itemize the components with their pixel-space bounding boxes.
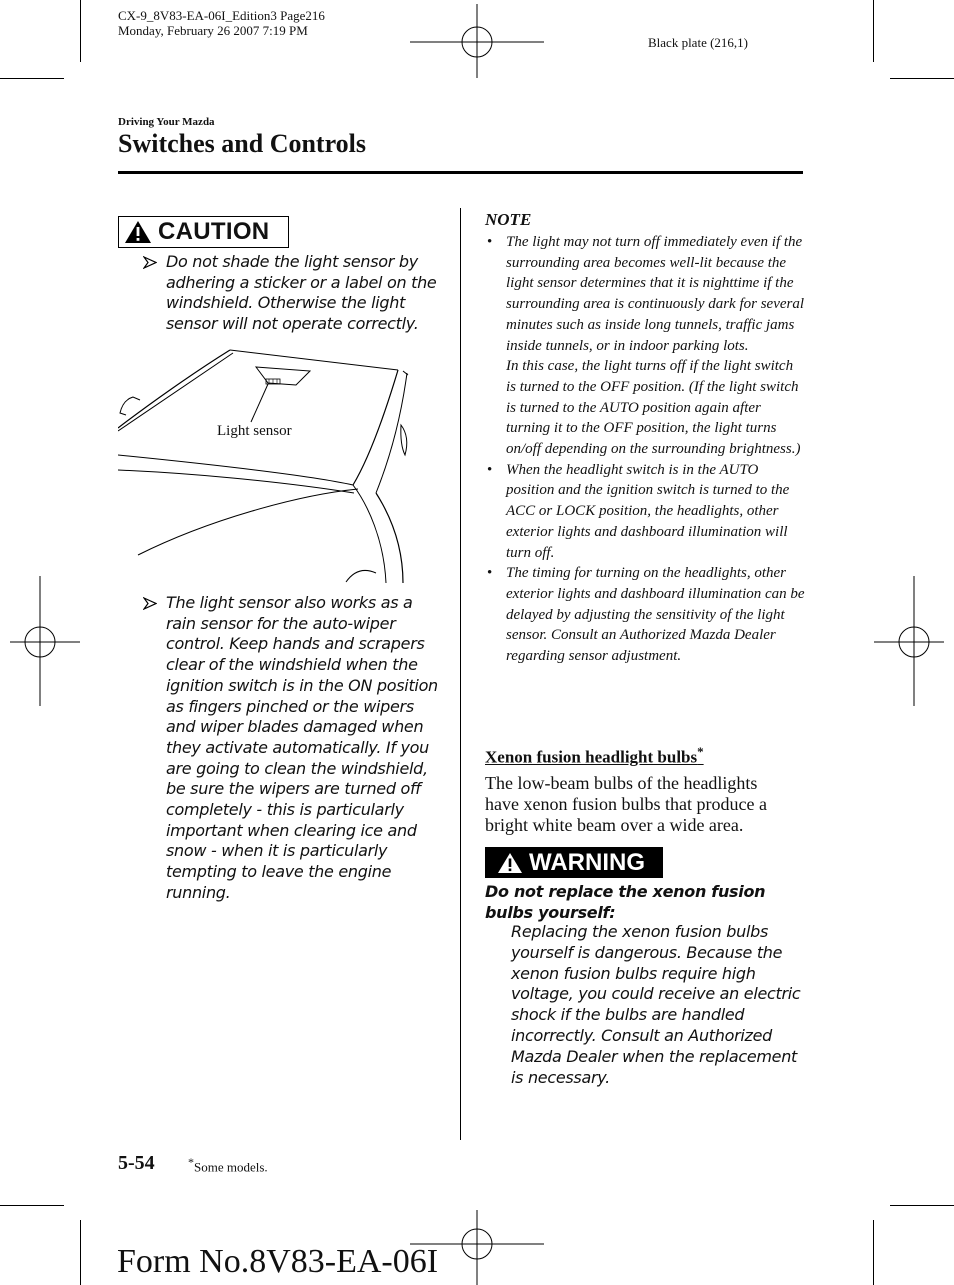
- note-item: [485, 232, 805, 460]
- note-item-text: When the headlight switch is in the AUTO position and the ignition switch is turned to the ACC or LOCK position, the headlights, other exterior lights and dashboard illumination will turn off.: [506, 461, 790, 561]
- warning-label: WARNING: [529, 848, 645, 876]
- xenon-body: The low-beam bulbs of the headlights have xenon fusion bulbs that produce a bright white beam over a wide area.: [485, 773, 767, 835]
- arrow-bullet-icon: [143, 256, 157, 274]
- xenon-heading-text: Xenon fusion headlight bulbs: [485, 747, 698, 767]
- caution-item: [143, 593, 443, 904]
- note-item-text: The light may not turn off immediately even if the surrounding area becomes well-lit because the light sensor determines that it is nighttime if the surrounding area is continuously dark for several minutes such as inside long tunnels, traffic jams inside tunnels, or in indoor parking lots.: [506, 234, 805, 354]
- page-number: 5-54: [118, 1152, 155, 1174]
- arrow-bullet-icon: [143, 597, 157, 615]
- bullet-dot-icon: •: [487, 461, 493, 478]
- note-item-text: In this case, the light turns off if the light switch is turned to the OFF position. (If the light switch is turned to the AUTO position again after turning it to the OFF position, the light turns on/off depending on the surrounding brightness.): [506, 358, 801, 458]
- note-heading: NOTE: [485, 210, 532, 229]
- print-header-line1: CX-9_8V83-EA-06I_Edition3 Page216: [118, 8, 325, 23]
- note-item: [485, 460, 805, 564]
- xenon-heading: [485, 744, 704, 768]
- form-number: Form No.8V83-EA-06I: [117, 1243, 439, 1280]
- note-item: [485, 563, 805, 667]
- registration-target-top: [410, 4, 544, 78]
- light-sensor-callout: Light sensor: [217, 423, 292, 439]
- footnote-mark: *: [188, 1155, 194, 1169]
- note-list: [485, 232, 805, 667]
- warning-bold-line: Do not replace the xenon fusion bulbs yourself:: [485, 882, 766, 922]
- column-divider: [460, 208, 461, 1140]
- footnote-text: Some models.: [194, 1159, 268, 1175]
- warning-triangle-icon: [124, 220, 152, 244]
- plate-label: Black plate (216,1): [648, 35, 748, 50]
- registration-target-right: [874, 576, 954, 706]
- section-label: Driving Your Mazda: [118, 116, 215, 128]
- caution-item-text: The light sensor also works as a rain sensor for the auto-wiper control. Keep hands and scrapers clear of the windshield when the ignition switch is in the ON position as fingers pinched or the wipers and wiper blades damaged when they activate automatically. If you are going to clean the windshield, be sure the wipers are turned off completely - this is particularly important when clearing ice and snow - when it is particularly tempting to leave the engine running.: [166, 593, 438, 902]
- some-models-mark: *: [697, 744, 704, 759]
- print-header-info: [118, 8, 325, 38]
- warning-body: Replacing the xenon fusion bulbs yourself is dangerous. Because the xenon fusion bulbs require high voltage, you could receive an electric shock if the bulbs are handled incorrectly. Consult an Authorized Mazda Dealer when the replacement is necessary.: [511, 922, 801, 1087]
- print-header-line2: Monday, February 26 2007 7:19 PM: [118, 23, 308, 38]
- caution-label-box: [118, 216, 289, 248]
- footnote: [188, 1155, 268, 1175]
- caution-item: [143, 252, 443, 335]
- bullet-dot-icon: •: [487, 234, 493, 250]
- title-rule: [118, 171, 803, 174]
- page-title: Switches and Controls: [118, 129, 367, 158]
- note-item-text: The timing for turning on the headlights, other exterior lights and dashboard illumination can be delayed by adjusting the sensitivity of the light sensor. Consult an Authorized Mazda Dealer regarding sensor adjustment.: [506, 565, 805, 665]
- registration-target-left: [0, 576, 80, 706]
- bullet-dot-icon: •: [487, 565, 493, 582]
- windshield-illustration: [118, 345, 413, 583]
- warning-triangle-icon: [497, 852, 523, 874]
- caution-label: CAUTION: [158, 218, 270, 245]
- caution-item-text: Do not shade the light sensor by adhering a sticker or a label on the windshield. Otherwise the light sensor will not operate correctly.: [166, 252, 437, 334]
- warning-label-box: [485, 847, 663, 878]
